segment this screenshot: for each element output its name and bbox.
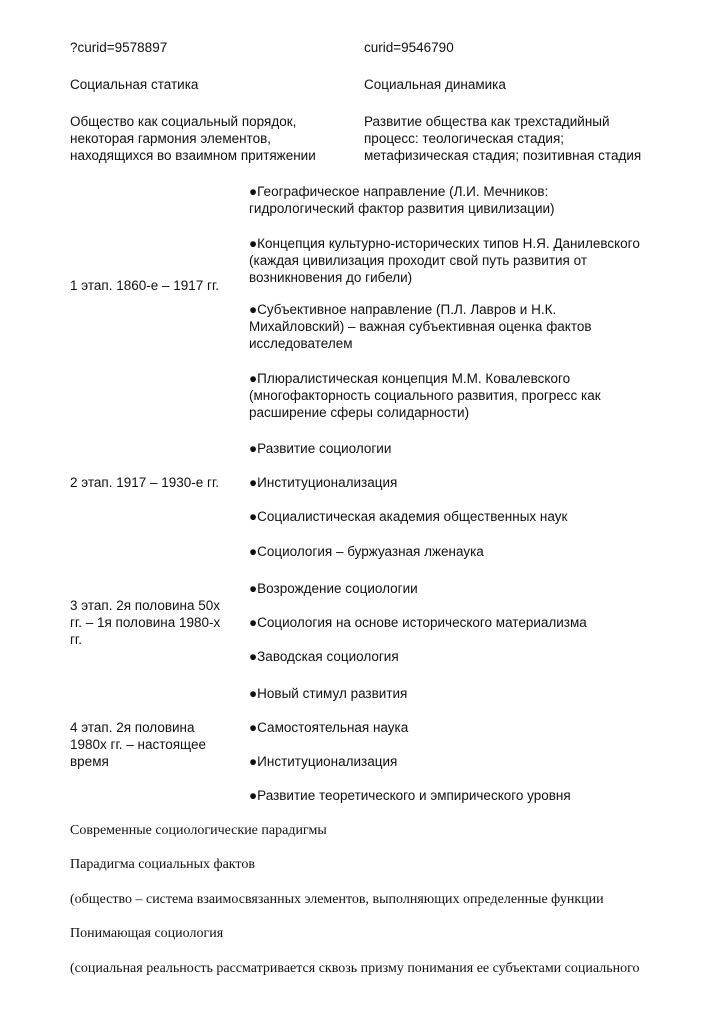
left-curid: ?curid=9578897 <box>70 40 168 55</box>
stage-item-line: ●Развитие социологии <box>249 441 392 456</box>
paragraph: (социальная реальность рассматривается сквозь призму понимания ее субъектами социального <box>70 961 640 976</box>
stage-item-line: ●Социология на основе исторического материализма <box>249 615 587 630</box>
stage-label: 4 этап. 2я половина <box>70 720 195 735</box>
stage-label: 3 этап. 2я половина 50х <box>70 598 221 613</box>
stage-item-line: ●Географическое направление (Л.И. Мечников: <box>249 184 549 199</box>
stage-item-line: ●Новый стимул развития <box>249 686 408 701</box>
right-curid: curid=9546790 <box>364 40 454 55</box>
stage-label: 2 этап. 1917 – 1930-е гг. <box>70 475 219 490</box>
stage-label: гг. <box>70 632 82 647</box>
stage-item-line: ●Самостоятельная наука <box>249 720 409 735</box>
stage-item-line: ●Развитие теоретического и эмпирического уровня <box>249 788 571 803</box>
dynamics-desc-line: процесс: теологическая стадия; <box>364 131 565 146</box>
stage-item-line: (многофакторность социального развития, прогресс как <box>249 388 601 403</box>
stage-item-line: (каждая цивилизация проходит свой путь развития от <box>249 253 588 268</box>
stage-item-line: ●Заводская социология <box>249 649 399 664</box>
paragraph: (общество – система взаимосвязанных элементов, выполняющих определенные функции <box>70 892 604 907</box>
stage-item-line: ●Социалистическая академия общественных наук <box>249 509 568 524</box>
stage-item-line: гидрологический фактор развития цивилизации) <box>249 201 555 216</box>
stage-label: 1 этап. 1860-е – 1917 гг. <box>70 278 219 293</box>
stage-item-line: расширение сферы солидарности) <box>249 405 470 420</box>
stage-label: гг. – 1я половина 1980-х <box>70 615 221 630</box>
stage-item-line: ●Социология – буржуазная лженаука <box>249 544 484 559</box>
statics-desc-line: некоторая гармония элементов, <box>70 131 272 146</box>
stage-label: 1980х гг. – настоящее <box>70 737 207 752</box>
stage-item-line: Михайловский) – важная субъективная оценка фактов <box>249 319 592 334</box>
dynamics-desc-line: метафизическая стадия; позитивная стадия <box>364 148 642 163</box>
stage-item-line: ●Институционализация <box>249 754 398 769</box>
dynamics-desc-line: Развитие общества как трехстадийный <box>364 114 610 129</box>
paragraph: Понимающая социология <box>70 926 224 941</box>
social-statics-title: Социальная статика <box>70 77 199 92</box>
stage-item-line: исследователем <box>249 336 353 351</box>
stage-item-line: ●Плюралистическая концепция М.М. Ковалевского <box>249 371 571 386</box>
stage-label: время <box>70 754 109 769</box>
stage-item-line: ●Институционализация <box>249 475 398 490</box>
statics-desc-line: Общество как социальный порядок, <box>70 114 297 129</box>
stage-item-line: ●Субъективное направление (П.Л. Лавров и Н.К. <box>249 302 557 317</box>
stage-item-line: возникновения до гибели) <box>249 270 413 285</box>
stage-item-line: ●Возрождение социологии <box>249 581 418 596</box>
stage-item-line: ●Концепция культурно-исторических типов Н.Я. Данилевского <box>249 236 640 251</box>
social-dynamics-title: Социальная динамика <box>364 77 506 92</box>
statics-desc-line: находящихся во взаимном притяжении <box>70 148 316 163</box>
paragraph: Парадигма социальных фактов <box>70 857 255 872</box>
paradigms-heading: Современные социологические парадигмы <box>70 823 327 838</box>
